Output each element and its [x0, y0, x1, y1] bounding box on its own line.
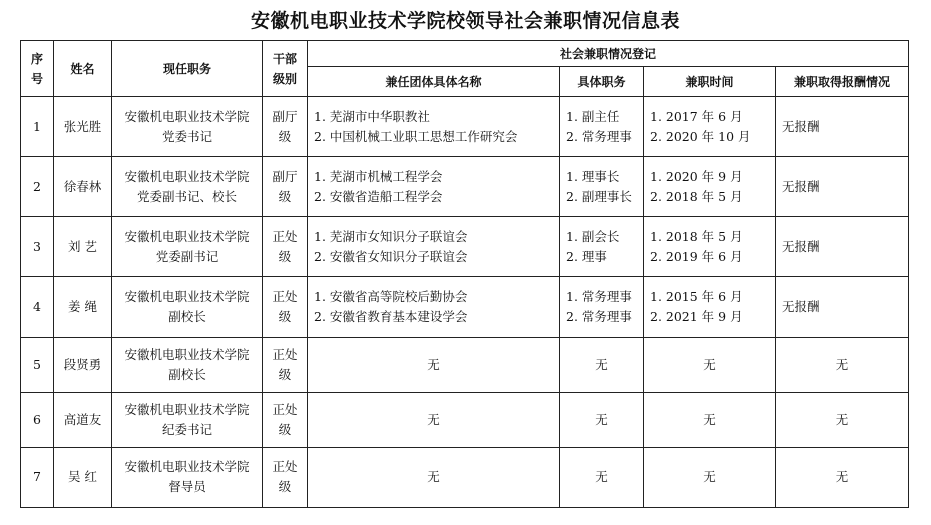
cell-level: 正处 级 — [263, 447, 308, 507]
cell-pay: 无报酬 — [776, 157, 909, 217]
cell-seq: 4 — [21, 277, 54, 337]
header-seq: 序 号 — [21, 41, 54, 97]
cell-time: 无 — [644, 337, 776, 392]
cell-role: 无 — [560, 392, 644, 447]
cell-org: 1. 芜湖市机械工程学会 2. 安徽省造船工程学会 — [308, 157, 560, 217]
cell-time: 1. 2017 年 6 月 2. 2020 年 10 月 — [644, 97, 776, 157]
cell-name: 刘 艺 — [54, 217, 112, 277]
cell-position: 安徽机电职业技术学院 党委副书记 — [112, 217, 263, 277]
cell-name: 姜 绳 — [54, 277, 112, 337]
header-time: 兼职时间 — [644, 67, 776, 97]
cell-role: 1. 理事长 2. 副理事长 — [560, 157, 644, 217]
cell-org: 1. 安徽省高等院校后勤协会 2. 安徽省教育基本建设学会 — [308, 277, 560, 337]
cell-org: 无 — [308, 337, 560, 392]
cell-org: 无 — [308, 447, 560, 507]
cell-name: 徐春林 — [54, 157, 112, 217]
cell-role: 1. 副主任 2. 常务理事 — [560, 97, 644, 157]
table-row — [21, 277, 909, 337]
cell-seq: 7 — [21, 447, 54, 507]
header-position: 现任职务 — [112, 41, 263, 97]
cell-seq: 2 — [21, 157, 54, 217]
table-row — [21, 157, 909, 217]
header-name: 姓名 — [54, 41, 112, 97]
cell-level: 正处 级 — [263, 337, 308, 392]
cell-name: 段贤勇 — [54, 337, 112, 392]
header-org: 兼任团体具体名称 — [308, 67, 560, 97]
header-group: 社会兼职情况登记 — [308, 41, 909, 67]
cell-name: 高道友 — [54, 392, 112, 447]
cell-pay: 无 — [776, 447, 909, 507]
cell-time: 1. 2018 年 5 月 2. 2019 年 6 月 — [644, 217, 776, 277]
cell-position: 安徽机电职业技术学院 副校长 — [112, 277, 263, 337]
cell-position: 安徽机电职业技术学院 督导员 — [112, 447, 263, 507]
cell-position: 安徽机电职业技术学院 党委副书记、校长 — [112, 157, 263, 217]
cell-pay: 无 — [776, 392, 909, 447]
cell-position: 安徽机电职业技术学院 副校长 — [112, 337, 263, 392]
cell-role: 1. 常务理事 2. 常务理事 — [560, 277, 644, 337]
cell-level: 副厅 级 — [263, 157, 308, 217]
cell-time: 无 — [644, 392, 776, 447]
table-row — [21, 392, 909, 447]
cell-org: 1. 芜湖市女知识分子联谊会 2. 安徽省女知识分子联谊会 — [308, 217, 560, 277]
cell-seq: 3 — [21, 217, 54, 277]
header-pay: 兼职取得报酬情况 — [776, 67, 909, 97]
leader-parttime-table — [20, 40, 909, 508]
cell-level: 副厅 级 — [263, 97, 308, 157]
cell-name: 吴 红 — [54, 447, 112, 507]
cell-seq: 1 — [21, 97, 54, 157]
cell-pay: 无报酬 — [776, 97, 909, 157]
cell-seq: 5 — [21, 337, 54, 392]
cell-time: 1. 2015 年 6 月 2. 2021 年 9 月 — [644, 277, 776, 337]
table-row — [21, 337, 909, 392]
cell-name: 张光胜 — [54, 97, 112, 157]
cell-org: 无 — [308, 392, 560, 447]
cell-seq: 6 — [21, 392, 54, 447]
table-row — [21, 217, 909, 277]
cell-org: 1. 芜湖市中华职教社 2. 中国机械工业职工思想工作研究会 — [308, 97, 560, 157]
cell-pay: 无报酬 — [776, 217, 909, 277]
page-title: 安徽机电职业技术学院校领导社会兼职情况信息表 — [250, 10, 680, 32]
cell-level: 正处 级 — [263, 277, 308, 337]
cell-level: 正处 级 — [263, 392, 308, 447]
cell-level: 正处 级 — [263, 217, 308, 277]
cell-time: 1. 2020 年 9 月 2. 2018 年 5 月 — [644, 157, 776, 217]
cell-pay: 无 — [776, 337, 909, 392]
cell-role: 无 — [560, 447, 644, 507]
header-role: 具体职务 — [560, 67, 644, 97]
cell-pay: 无报酬 — [776, 277, 909, 337]
table-row — [21, 447, 909, 507]
cell-role: 无 — [560, 337, 644, 392]
cell-role: 1. 副会长 2. 理事 — [560, 217, 644, 277]
cell-position: 安徽机电职业技术学院 纪委书记 — [112, 392, 263, 447]
cell-position: 安徽机电职业技术学院 党委书记 — [112, 97, 263, 157]
table-row — [21, 97, 909, 157]
cell-time: 无 — [644, 447, 776, 507]
header-level: 干部 级别 — [263, 41, 308, 97]
